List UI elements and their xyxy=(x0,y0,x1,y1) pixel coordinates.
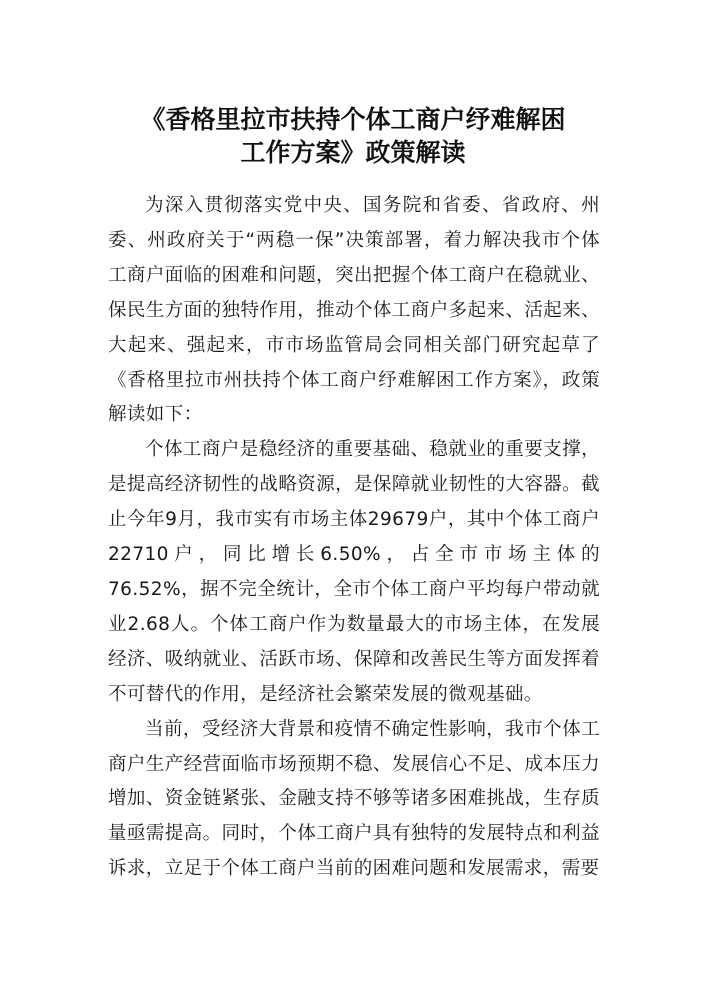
paragraph-importance: 个体工商户是稳经济的重要基础、稳就业的重要支撑，是提高经济韧性的战略资源，是保障就业韧性的大容器。截止今年9月，我市实有市场主体29679户，其中个体工商户22710户，同比增长6.50%，占全市市场主体的76.52%，据不完全统计，全市个体工商户平均每户带动就业2.68人。个体工商户作为数量最大的市场主体，在发展经济、吸纳就业、活跃市场、保障和改善民生等方面发挥着不可替代的作用，是经济社会繁荣发展的微观基础。 xyxy=(108,439,600,705)
document-body xyxy=(108,189,600,887)
paragraph-challenges: 当前，受经济大背景和疫情不确定性影响，我市个体工商户生产经营面临市场预期不稳、发展信心不足、成本压力增加、资金链紧张、金融支持不够等诸多困难挑战，生存质量亟需提高。同时，个体工商户具有独特的发展特点和利益诉求，立足于个体工商户当前的困难问题和发展需求，需要 xyxy=(108,718,600,880)
title-line-2: 工作方案》政策解读 xyxy=(240,137,466,167)
title-line-1: 《香格里拉市扶持个体工商户纾难解困 xyxy=(140,104,566,134)
paragraph-intro: 为深入贯彻落实党中央、国务院和省委、省政府、州委、州政府关于“两稳一保”决策部署，着力解决我市个体工商户面临的困难和问题，突出把握个体工商户在稳就业、保民生方面的独特作用，推动个体工商户多起来、活起来、大起来、强起来，市市场监管局会同相关部门研究起草了《香格里拉市州扶持个体工商户纾难解困工作方案》，政策解读如下： xyxy=(108,195,600,426)
document-title xyxy=(0,103,706,169)
